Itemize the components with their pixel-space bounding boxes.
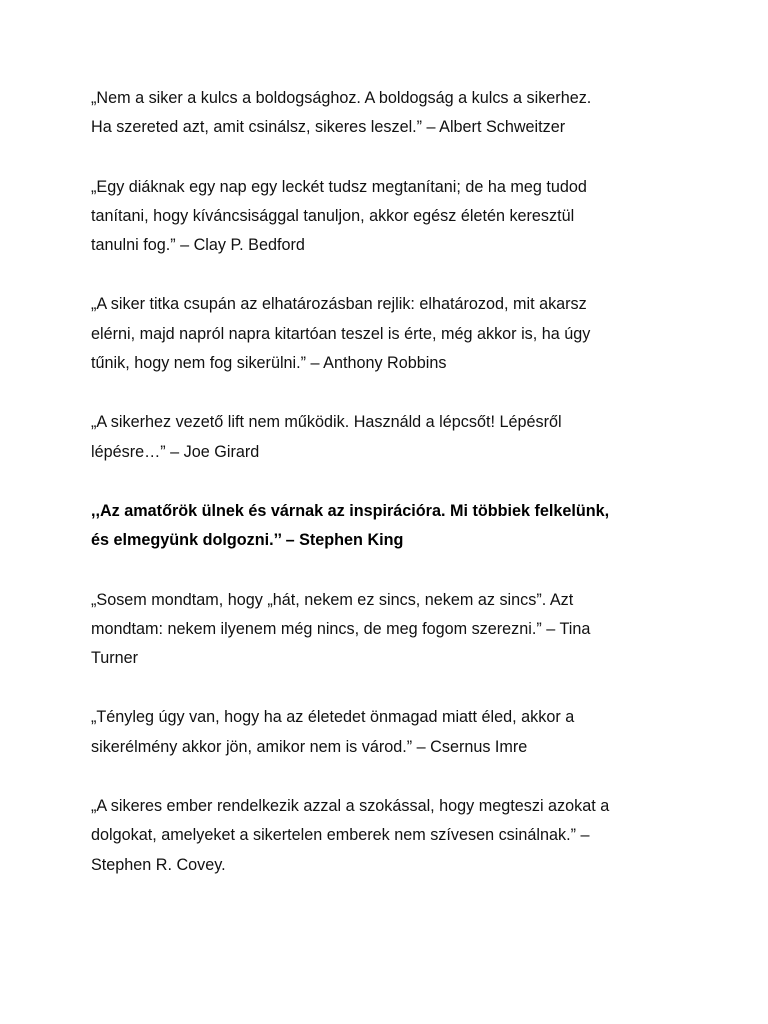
quote-anthony-robbins: „A siker titka csupán az elhatározásban rejlik: elhatározod, mit akarsz elérni, majd napról napra kitartóan teszel is érte, még akkor is, ha úgy tűnik, hogy nem fog sikerülni.” – Anthony Robbins (91, 295, 591, 373)
quote-joe-girard: „A sikerhez vezető lift nem működik. Használd a lépcsőt! Lépésről lépésre…” – Joe Girard (91, 413, 562, 461)
quote-stephen-king: ,,Az amatőrök ülnek és várnak az inspirációra. Mi többiek felkelünk, és elmegyünk dolgozni.’’ – Stephen King (91, 501, 610, 550)
quote-csernus-imre: „Tényleg úgy van, hogy ha az életedet önmagad miatt éled, akkor a sikerélmény akkor jön, amikor nem is várod.” – Csernus Imre (91, 708, 575, 756)
quote-clay-bedford: „Egy diáknak egy nap egy leckét tudsz megtanítani; de ha meg tudod tanítani, hogy kíváncsisággal tanuljon, akkor egész életén keresztül tanulni fog.” – Clay P. Bedford (91, 177, 587, 255)
quote-stephen-covey: „A sikeres ember rendelkezik azzal a szokással, hogy megteszi azokat a dolgokat, amelyeket a sikertelen emberek nem szívesen csinálnak.” – Stephen R. Covey. (91, 797, 610, 874)
quote-albert-schweitzer: „Nem a siker a kulcs a boldogsághoz. A boldogság a kulcs a sikerhez. Ha szereted azt, amit csinálsz, sikeres leszel.” – Albert Schweitzer (91, 89, 592, 137)
quote-tina-turner: „Sosem mondtam, hogy „hát, nekem ez sincs, nekem az sincs”. Azt mondtam: nekem ilyenem még nincs, de meg fogom szerezni.” – Tina Turner (91, 590, 591, 668)
quote-list (91, 84, 691, 910)
